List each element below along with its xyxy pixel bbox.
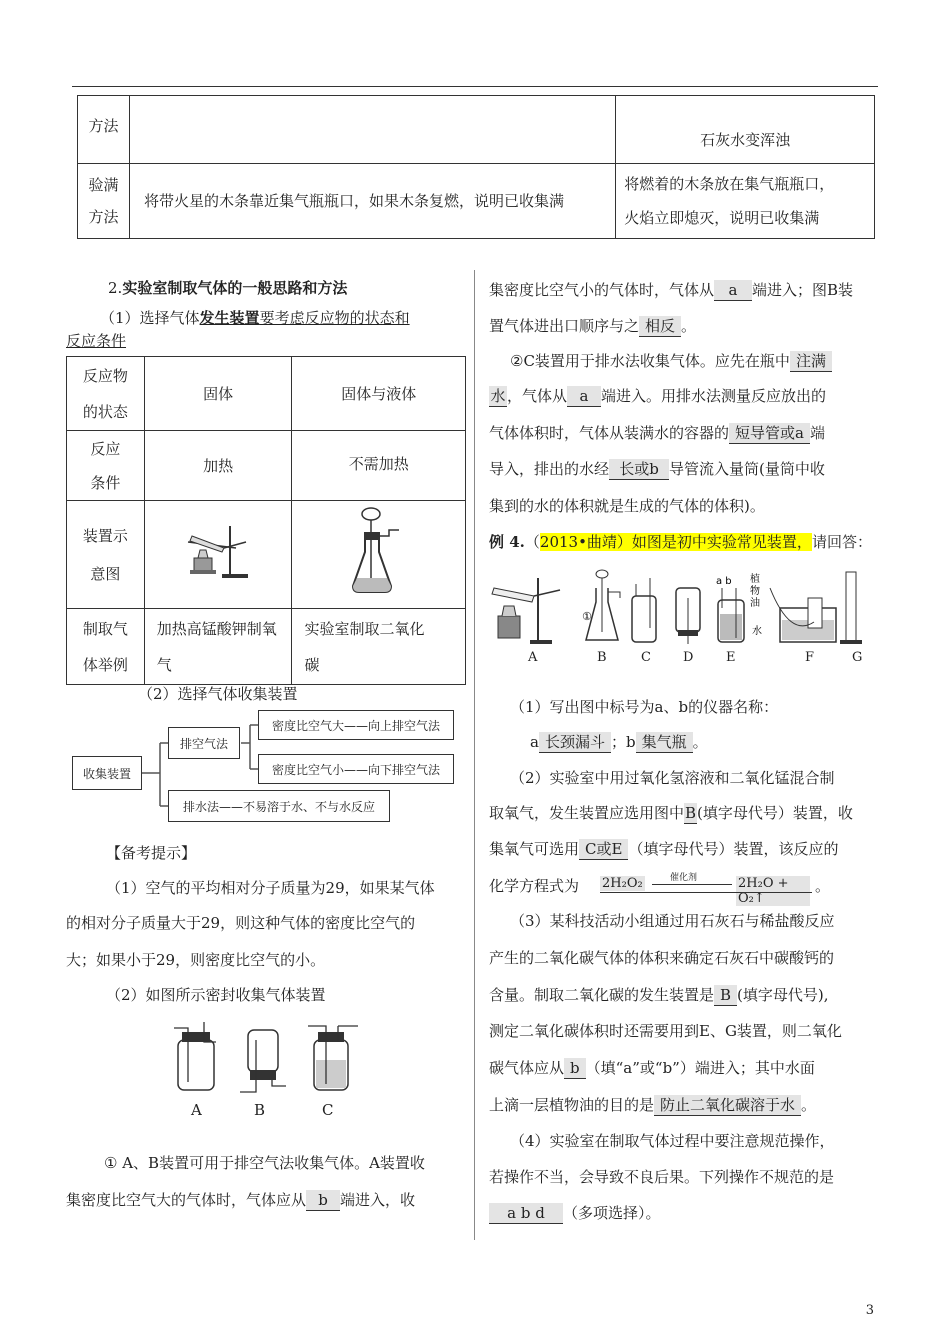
r-line2: 置气体进出口顺序与之 相反 。 [489,317,697,335]
tip-title: 【备考提示】 [106,844,197,862]
s3-line1: （3）某科技活动小组通过用石灰石与稀盐酸反应 [510,912,835,930]
cell-solid: 固体 [144,357,292,431]
page-number: 3 [865,1303,874,1318]
sealed-bottles-icon [168,1020,368,1100]
s2-line1: （2）实验室中用过氧化氢溶液和二氧化锰混合制 [510,769,835,787]
column-divider [474,270,475,1240]
node-air-displacement: 排空气法 [168,727,240,759]
s1-answers: a 长颈漏斗 ；b 集气瓶 。 [530,733,708,751]
r-line7: 集到的水的体积就是生成的气体的体积)。 [489,497,765,515]
eq-underline [600,892,812,893]
tip1-line2: 的相对分子质量大于29，则这种气体的密度比空气的 [66,914,416,932]
svg-text:a b: a b [716,576,732,587]
s3-line4: 测定二氧化碳体积时还需要用到E、G装置，则二氧化 [489,1022,842,1040]
s3-line3: 含量。制取二氧化碳的发生装置是 B (填字母代号), [489,986,829,1004]
bottle-label-c: C [322,1101,334,1119]
cell-no-heating: 不需加热 [292,431,466,501]
svg-text:物: 物 [750,586,760,597]
s2-end: 。 [815,877,831,895]
tip1-line1: （1）空气的平均相对分子质量为29，如果某气体 [106,879,435,897]
cell-limewater: 石灰水变浑浊 [616,96,875,164]
lab-apparatus-icon [490,568,870,648]
cell-co2-example: 实验室制取二氧化 碳 [292,609,466,685]
s3-line2: 产生的二氧化碳气体的体积来确定石灰石中碳酸钙的 [489,949,835,967]
cell-kmno4-example: 加热高锰酸钾制氧 气 [144,609,292,685]
r-line4: 水 ，气体从 a 端进入。用排水法测量反应放出的 [490,387,827,405]
step1-text: （1）选择气体发生装置要考虑反应物的状态和 [100,309,410,327]
app-label-d: D [683,650,694,665]
eq-products: 2H₂O + O₂↑ [736,876,810,906]
s2-line4: 化学方程式为 [489,877,580,895]
node-downward-air: 密度比空气小——向下排空气法 [258,754,454,784]
r-line6: 导入，排出的水经 长或b 导管流入量筒(量筒中收 [489,460,825,478]
app-label-f: F [805,650,815,665]
node-collection-device: 收集装置 [72,756,142,790]
svg-text:①: ① [582,610,592,623]
s2-line3: 集氧气可选用 C或E （填字母代号）装置，该反应的 [489,840,839,858]
r-line5: 气体体积时，气体从装满水的容器的 短导管或a 端 [489,424,825,442]
node-upward-air: 密度比空气大——向上排空气法 [258,710,454,740]
app-label-b: B [597,650,607,665]
r-line3: ②C装置用于排水法收集气体。应先在瓶中 注满 [510,351,832,372]
cell-co2-fullcheck: 将燃着的木条放在集气瓶瓶口， 火焰立即熄灭，说明已收集满 [616,164,875,239]
cell-condition-label: 反应 条件 [67,431,145,501]
cell-o2-fullcheck: 将带火星的木条靠近集气瓶瓶口，如果木条复燃，说明已收集满 [129,164,615,239]
cell-method-label: 方法 [78,96,130,164]
tip2-text: （2）如图所示密封收集气体装置 [106,986,326,1004]
svg-text:油: 油 [750,598,760,609]
cell-heating: 加热 [144,431,292,501]
node-water-displacement: 排水法——不易溶于水、不与水反应 [168,790,390,822]
cell-fullcheck-label: 验满 方法 [78,164,130,239]
s2-line2: 取氧气，发生装置应选用图中B(填字母代号）装置，收 [489,804,853,822]
eq-catalyst: 催化剂 [670,873,698,883]
example4-title: 例 4.（2013•曲靖）如图是初中实验常见装置，请回答： [489,533,872,551]
s4-line3: a b d （多项选择）。 [489,1203,661,1224]
eq-arrow-line [652,884,732,885]
s1-text: （1）写出图中标号为a、b的仪器名称： [510,698,779,716]
app-label-e: E [726,650,736,665]
bottle-label-a: A [191,1101,202,1119]
eq-reactant: 2H₂O₂ [602,876,643,891]
s3-line5: 碳气体应从 b （填“a”或“b”）端进入；其中水面 [489,1059,815,1077]
cell-diagram-label: 装置示 意图 [67,501,145,609]
cell-example-label: 制取气 体举例 [67,609,145,685]
cell-state-label: 反应物 的状态 [67,357,145,431]
r-line1: 集密度比空气小的气体时，气体从 a 端进入；图B装 [489,281,854,299]
s3-line6: 上滴一层植物油的目的是 防止二氧化碳溶于水 。 [489,1096,817,1114]
s4-line2: 若操作不当，会导致不良后果。下列操作不规范的是 [489,1168,835,1186]
diagram-connectors [0,0,470,830]
cell-solid-liquid: 固体与液体 [292,357,466,431]
svg-text:水: 水 [752,626,762,637]
tip1-line3: 大；如果小于29，则密度比空气的小。 [66,951,326,969]
section-heading: 2.实验室制取气体的一般思路和方法 [108,279,348,297]
app-label-a: A [528,650,538,665]
step1-text-cont: 反应条件 [66,332,127,350]
step2-text: （2）选择气体收集装置 [138,685,298,703]
app-label-c: C [641,650,651,665]
bottle-label-b: B [254,1101,266,1119]
chemical-equation [600,870,810,906]
svg-text:植: 植 [750,574,760,585]
q1-line2: 集密度比空气大的气体时，气体应从 b 端进入，收 [66,1191,416,1209]
q1-line1: ① A、B装置可用于排空气法收集气体。A装置收 [104,1154,425,1172]
s4-line1: （4）实验室在制取气体过程中要注意规范操作， [510,1132,835,1150]
app-label-g: G [852,650,863,665]
